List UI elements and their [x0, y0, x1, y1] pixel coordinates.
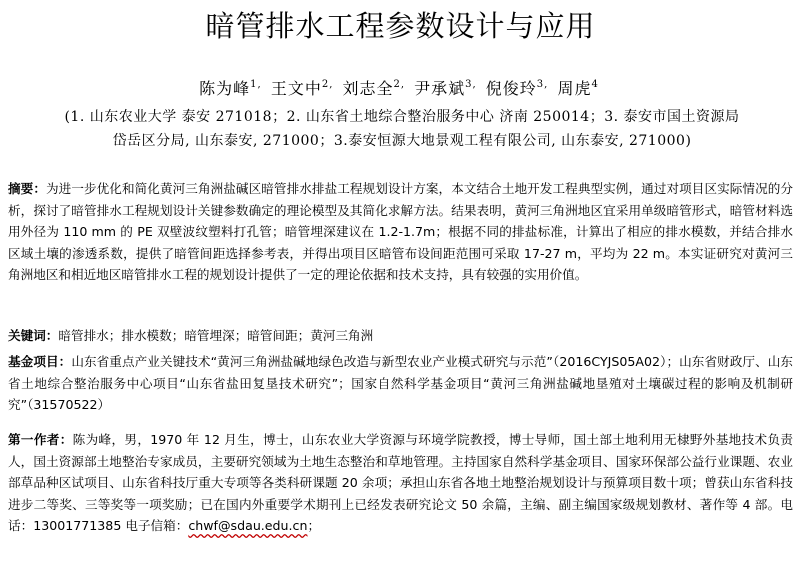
author-name: 王文中 — [270, 79, 322, 98]
author-affiliation-mark: 3, — [536, 79, 549, 90]
author-affiliation-mark: 1, — [250, 79, 262, 90]
abstract-label: 摘要： — [8, 181, 46, 196]
abstract — [8, 178, 793, 286]
author-affiliation-mark: 2, — [393, 79, 406, 90]
keywords-label: 关键词： — [8, 328, 59, 343]
author-affiliation-mark: 2, — [321, 79, 334, 90]
first-author-bio — [8, 429, 793, 537]
affiliation-line-2: 岱岳区分局, 山东泰安, 271000；3.泰安恒源大地景观工程有限公司, 山东泰安, 271000) — [112, 133, 692, 149]
abstract-text: 为进一步优化和简化黄河三角洲盐碱区暗管排水排盐工程规划设计方案，本文结合土地开发工程典型实例，通过对项目区实际情况的分析，探讨了暗管排水工程规划设计关键参数确定的理论模型及其简化求解方法。结果表明，黄河三角洲地区宜采用单级暗管形式，暗管材料选用外径为 110 mm 的 PE 双壁波纹塑料打孔管；暗管埋深建议在 1.2-1.7m；根据不同的排盐标准，计算出了相应的排水模数，并结合排水区域土壤的渗透系数，提供了暗管间距选择参考表，并得出项目区暗管布设间距范围可采取 17-27 m，平均为 22 m。本实证研究对黄河三角洲地区和相近地区暗管排水工程的规划设计提供了一定的理论依据和技术支持，具有较强的实用价值。 — [8, 181, 794, 282]
author-list — [0, 76, 801, 99]
email-label: 电子信箱： — [125, 518, 189, 533]
affiliation-line-1: (1. 山东农业大学 泰安 271018；2. 山东省土地综合整治服务中心 济南 250014；3. 泰安市国土资源局 — [64, 109, 740, 125]
bio-end-punctuation: ； — [307, 518, 321, 533]
funding-label: 基金项目： — [8, 354, 72, 369]
first-author-label: 第一作者： — [8, 432, 73, 447]
keywords — [8, 325, 793, 347]
author-name: 倪俊玲 — [485, 79, 537, 98]
author-name: 周虎 — [557, 79, 592, 98]
email-address[interactable]: chwf@sdau.edu.cn — [188, 518, 308, 533]
author-affiliation-mark: 4 — [591, 79, 599, 90]
author-name: 刘志全 — [342, 79, 394, 98]
keywords-text: 暗管排水；排水模数；暗管埋深；暗管间距；黄河三角洲 — [58, 328, 374, 343]
funding-text: 山东省重点产业关键技术“黄河三角洲盐碱地绿色改造与新型农业产业模式研究与示范”（2016CYJS05A02）；山东省财政厅、山东省土地综合整治服务中心项目“山东省盐田复垦技术研究”；国家自然科学基金项目“黄河三角洲盐碱地垦殖对土壤碳过程的影响及机制研究”（31570522） — [8, 354, 794, 412]
author-name: 陈为峰 — [199, 79, 251, 98]
author-affiliation-mark: 3, — [465, 79, 477, 90]
paper-title: 暗管排水工程参数设计与应用 — [205, 9, 596, 43]
funding — [8, 351, 793, 416]
author-name: 尹承斌 — [414, 79, 466, 98]
phone-number: 13001771385 — [33, 518, 122, 533]
first-author-text: 陈为峰，男，1970 年 12 月生，博士，山东农业大学资源与环境学院教授，博士导师，国土部土地利用无棣野外基地技术负责人，国土资源部土地整治专家成员，主要研究领域为土地生态整治和草地管理。主持国家自然科学基金项目、国家环保部公益行业课题、农业部草品种区试项目、山东省科技厅重大专项等各类科研课题 20 余项；承担山东省各地土地整治规划设计与预算项目数十项；曾获山东省科技进步二等奖、三等奖等一项奖励；已在国内外重要学术期刊上已经发表研究论文 50 余篇，主编、副主编国家级规划教材、著作等 4 部。电话： — [8, 432, 793, 533]
